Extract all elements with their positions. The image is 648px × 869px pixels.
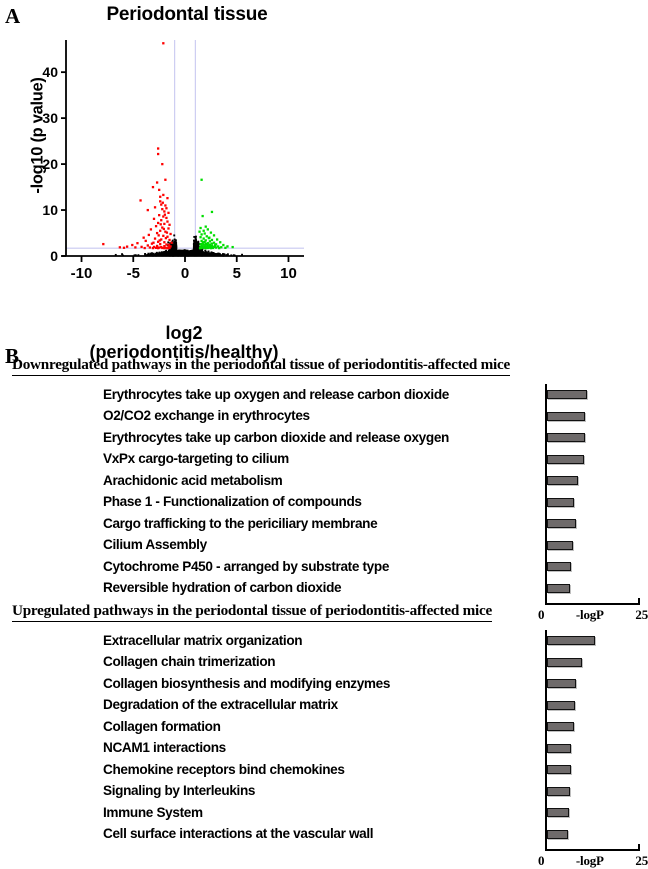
pathway-bar-track (547, 630, 647, 652)
bar-chart-axis-tick (545, 844, 547, 850)
pathway-bar (547, 765, 571, 774)
panel-b-letter: B (5, 344, 20, 368)
pathway-bar (547, 679, 576, 688)
pathway-label: Chemokine receptors bind chemokines (103, 761, 345, 777)
pathway-row (0, 738, 648, 760)
pathway-row (0, 470, 648, 492)
x-axis-title-line2: (periodontitis/healthy) (89, 341, 279, 362)
pathway-bar-track (547, 673, 647, 695)
upregulated-section-heading: Upregulated pathways in the periodontal tissue of periodontitis-affected mice (12, 602, 492, 622)
pathway-bar-track (547, 384, 647, 406)
scale-label-axis: -logP (575, 607, 604, 622)
pathway-bar-track (547, 492, 647, 514)
svg-text:40: 40 (42, 64, 58, 81)
bar-chart-scale-labels (538, 607, 648, 623)
pathway-row (0, 406, 648, 428)
pathway-bar (547, 722, 574, 731)
pathway-bar (547, 390, 587, 399)
pathway-bar-track (547, 824, 647, 846)
panel-a-letter: A (5, 4, 21, 28)
pathway-row (0, 824, 648, 846)
pathway-bar-track (547, 535, 647, 557)
pathway-label: Cargo trafficking to the periciliary membrane (103, 515, 378, 531)
pathway-row (0, 781, 648, 803)
svg-text:10: 10 (280, 265, 297, 282)
volcano-y-axis-title: -log10 (p value) (28, 77, 47, 194)
scale-label-max: 25 (635, 607, 648, 622)
pathway-bar (547, 808, 569, 817)
pathway-bar-track (547, 427, 647, 449)
pathway-bar-track (547, 406, 647, 428)
pathway-bar (547, 787, 570, 796)
pathway-label: NCAM1 interactions (103, 740, 226, 756)
bar-chart-axis-tick (638, 844, 640, 850)
pathway-label: Cytochrome P450 - arranged by substrate type (103, 558, 390, 574)
pathway-row (0, 695, 648, 717)
volcano-plot-title: Periodontal tissue (106, 4, 268, 25)
pathway-bar (547, 455, 584, 464)
pathway-bar-track (547, 513, 647, 535)
pathway-bar-track (547, 695, 647, 717)
pathway-bar (547, 498, 574, 507)
volcano-plot (20, 34, 310, 362)
pathway-row (0, 449, 648, 471)
downregulated-section-heading: Downregulated pathways in the periodontal tissue of periodontitis-affected mice (12, 356, 510, 376)
pathway-row (0, 513, 648, 535)
pathway-bar (547, 476, 578, 485)
pathway-bar-track (547, 556, 647, 578)
panel-a-volcano (0, 0, 648, 362)
pathway-bar (547, 562, 571, 571)
pathway-bar (547, 636, 595, 645)
svg-text:10: 10 (42, 202, 58, 219)
pathway-row (0, 578, 648, 600)
scale-label-min: 0 (538, 607, 545, 622)
pathway-label: Collagen biosynthesis and modifying enzymes (103, 675, 391, 691)
pathway-bar-track (547, 652, 647, 674)
pathway-row (0, 652, 648, 674)
pathway-label: Collagen formation (103, 718, 221, 734)
pathway-label: Immune System (103, 804, 203, 820)
pathway-label: Cell surface interactions at the vascular wall (103, 826, 374, 842)
scale-label-axis: -logP (575, 853, 604, 868)
pathway-row (0, 630, 648, 652)
pathway-label: VxPx cargo-targeting to cilium (103, 451, 289, 467)
bar-chart-y-axis (545, 384, 547, 603)
pathway-row (0, 673, 648, 695)
bar-chart-y-axis (545, 630, 547, 849)
scale-label-min: 0 (538, 853, 545, 868)
pathway-bar (547, 412, 585, 421)
pathway-label: Phase 1 - Functionalization of compounds (103, 494, 362, 510)
bar-chart-axis-tick (545, 598, 547, 604)
pathway-label: Erythrocytes take up carbon dioxide and release oxygen (103, 429, 449, 445)
pathway-row (0, 802, 648, 824)
pathway-bar (547, 584, 570, 593)
pathway-row (0, 716, 648, 738)
panel-b-pathways (0, 340, 648, 868)
svg-text:0: 0 (50, 248, 58, 264)
pathway-bar-track (547, 470, 647, 492)
pathway-bar (547, 744, 571, 753)
svg-text:-10: -10 (70, 265, 93, 282)
pathway-bar-track (547, 578, 647, 600)
pathway-label: Cilium Assembly (103, 537, 207, 553)
pathway-label: Signaling by Interleukins (103, 783, 256, 799)
pathway-label: Extracellular matrix organization (103, 632, 303, 648)
x-axis-title-line1: log2 (165, 323, 203, 343)
pathway-bar-track (547, 802, 647, 824)
pathway-row (0, 535, 648, 557)
pathway-label: Arachidonic acid metabolism (103, 472, 283, 488)
bar-chart-axis-tick (638, 598, 640, 604)
pathway-row (0, 427, 648, 449)
svg-text:-5: -5 (126, 265, 140, 282)
upregulated-pathway-list (0, 630, 648, 868)
scale-label-max: 25 (635, 853, 648, 868)
pathway-bar (547, 541, 573, 550)
pathway-label: Erythrocytes take up oxygen and release carbon dioxide (103, 386, 449, 402)
pathway-bar (547, 519, 576, 528)
pathway-row (0, 492, 648, 514)
pathway-bar-track (547, 738, 647, 760)
pathway-row (0, 556, 648, 578)
svg-text:30: 30 (42, 110, 58, 127)
pathway-bar (547, 830, 568, 839)
pathway-bar-track (547, 781, 647, 803)
pathway-bar (547, 433, 585, 442)
pathway-bar-track (547, 759, 647, 781)
pathway-row (0, 759, 648, 781)
pathway-label: Degradation of the extracellular matrix (103, 697, 338, 713)
pathway-bar-track (547, 449, 647, 471)
pathway-label: Reversible hydration of carbon dioxide (103, 580, 342, 596)
bar-chart-x-axis (545, 603, 640, 605)
pathway-label: O2/CO2 exchange in erythrocytes (103, 408, 310, 424)
bar-chart-x-axis (545, 849, 640, 851)
svg-text:5: 5 (232, 265, 241, 282)
pathway-bar (547, 701, 575, 710)
pathway-label: Collagen chain trimerization (103, 654, 276, 670)
pathway-bar-track (547, 716, 647, 738)
volcano-scatter-svg (20, 34, 310, 284)
svg-text:20: 20 (42, 156, 58, 173)
bar-chart-scale-labels (538, 853, 648, 869)
pathway-row (0, 384, 648, 406)
pathway-bar (547, 658, 582, 667)
svg-text:0: 0 (180, 265, 190, 282)
